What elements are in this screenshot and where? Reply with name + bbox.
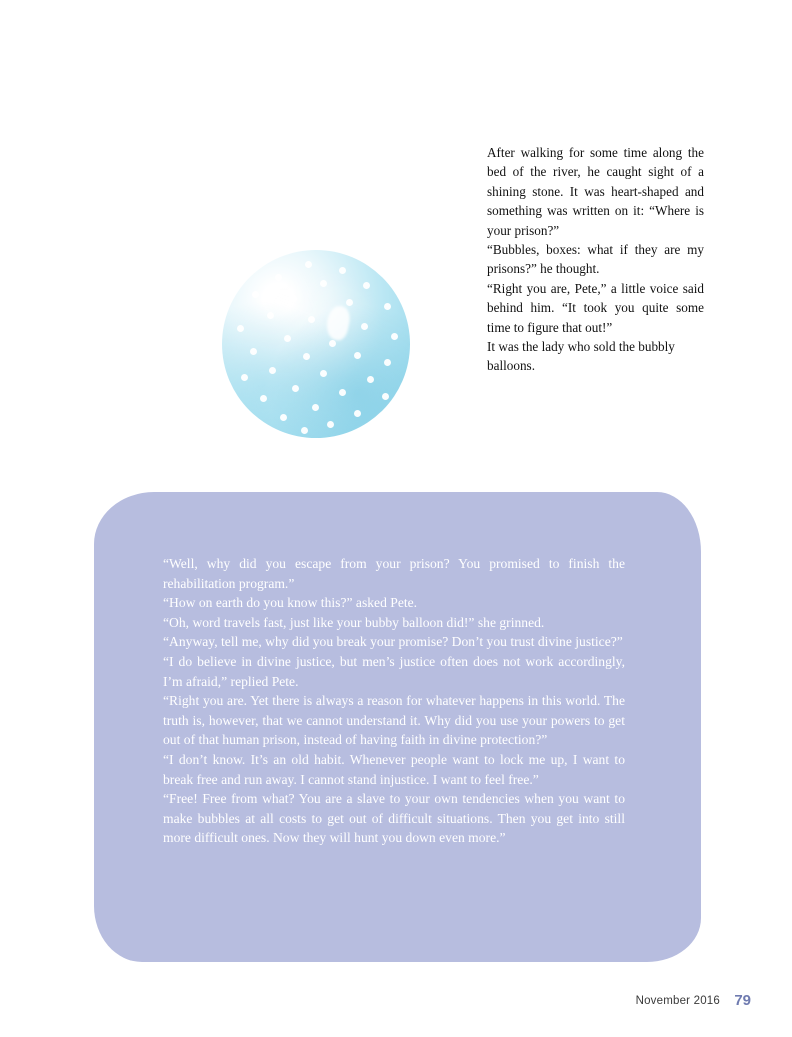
bubble-illustration <box>222 250 410 438</box>
paragraph: “Free! Free from what? You are a slave to your own tendencies when you want to make bubbles at all costs to get out of difficult situations. Then you get into still more difficult ones. Now they will hunt you down even more.” <box>163 791 625 846</box>
paragraph: “Bubbles, boxes: what if they are my prisons?” he thought. <box>487 242 704 277</box>
page-footer <box>0 992 792 1025</box>
paragraph: “Right you are, Pete,” a little voice said behind him. “It took you quite some time to figure that out!” <box>487 280 704 335</box>
top-text-column <box>487 143 704 376</box>
paragraph: “Anyway, tell me, why did you break your promise? Don’t you trust divine justice?” <box>163 634 623 650</box>
paragraph: “Well, why did you escape from your prison? You promised to finish the rehabilitation program.” <box>163 556 625 591</box>
paragraph: “How on earth do you know this?” asked Pete. <box>163 595 418 611</box>
footer-date: November 2016 <box>635 995 720 1007</box>
bubble-dots <box>222 250 410 438</box>
paragraph: “I do believe in divine justice, but men’s justice often does not work accordingly, I’m afraid,” replied Pete. <box>163 653 625 689</box>
footer-page-number: 79 <box>734 992 751 1009</box>
paragraph: After walking for some time along the bed of the river, he caught sight of a shining stone. It was heart-shaped and something was written on it: “Where is your prison?” <box>487 145 704 238</box>
paragraph: “Oh, word travels fast, just like your bubby balloon did!” she grinned. <box>163 614 545 630</box>
paragraph: It was the lady who sold the bubbly balloons. <box>487 339 675 374</box>
paragraph: “I don’t know. It’s an old habit. Whenever people want to lock me up, I want to break free and run away. I cannot stand injustice. I want to feel free.” <box>163 751 625 787</box>
paragraph: “Right you are. Yet there is always a reason for whatever happens in this world. The truth is, however, that we cannot understand it. Why did you use your powers to get out of that human prison, instead of having faith in divine protection?” <box>163 693 625 748</box>
dialogue-panel-text <box>163 554 625 848</box>
